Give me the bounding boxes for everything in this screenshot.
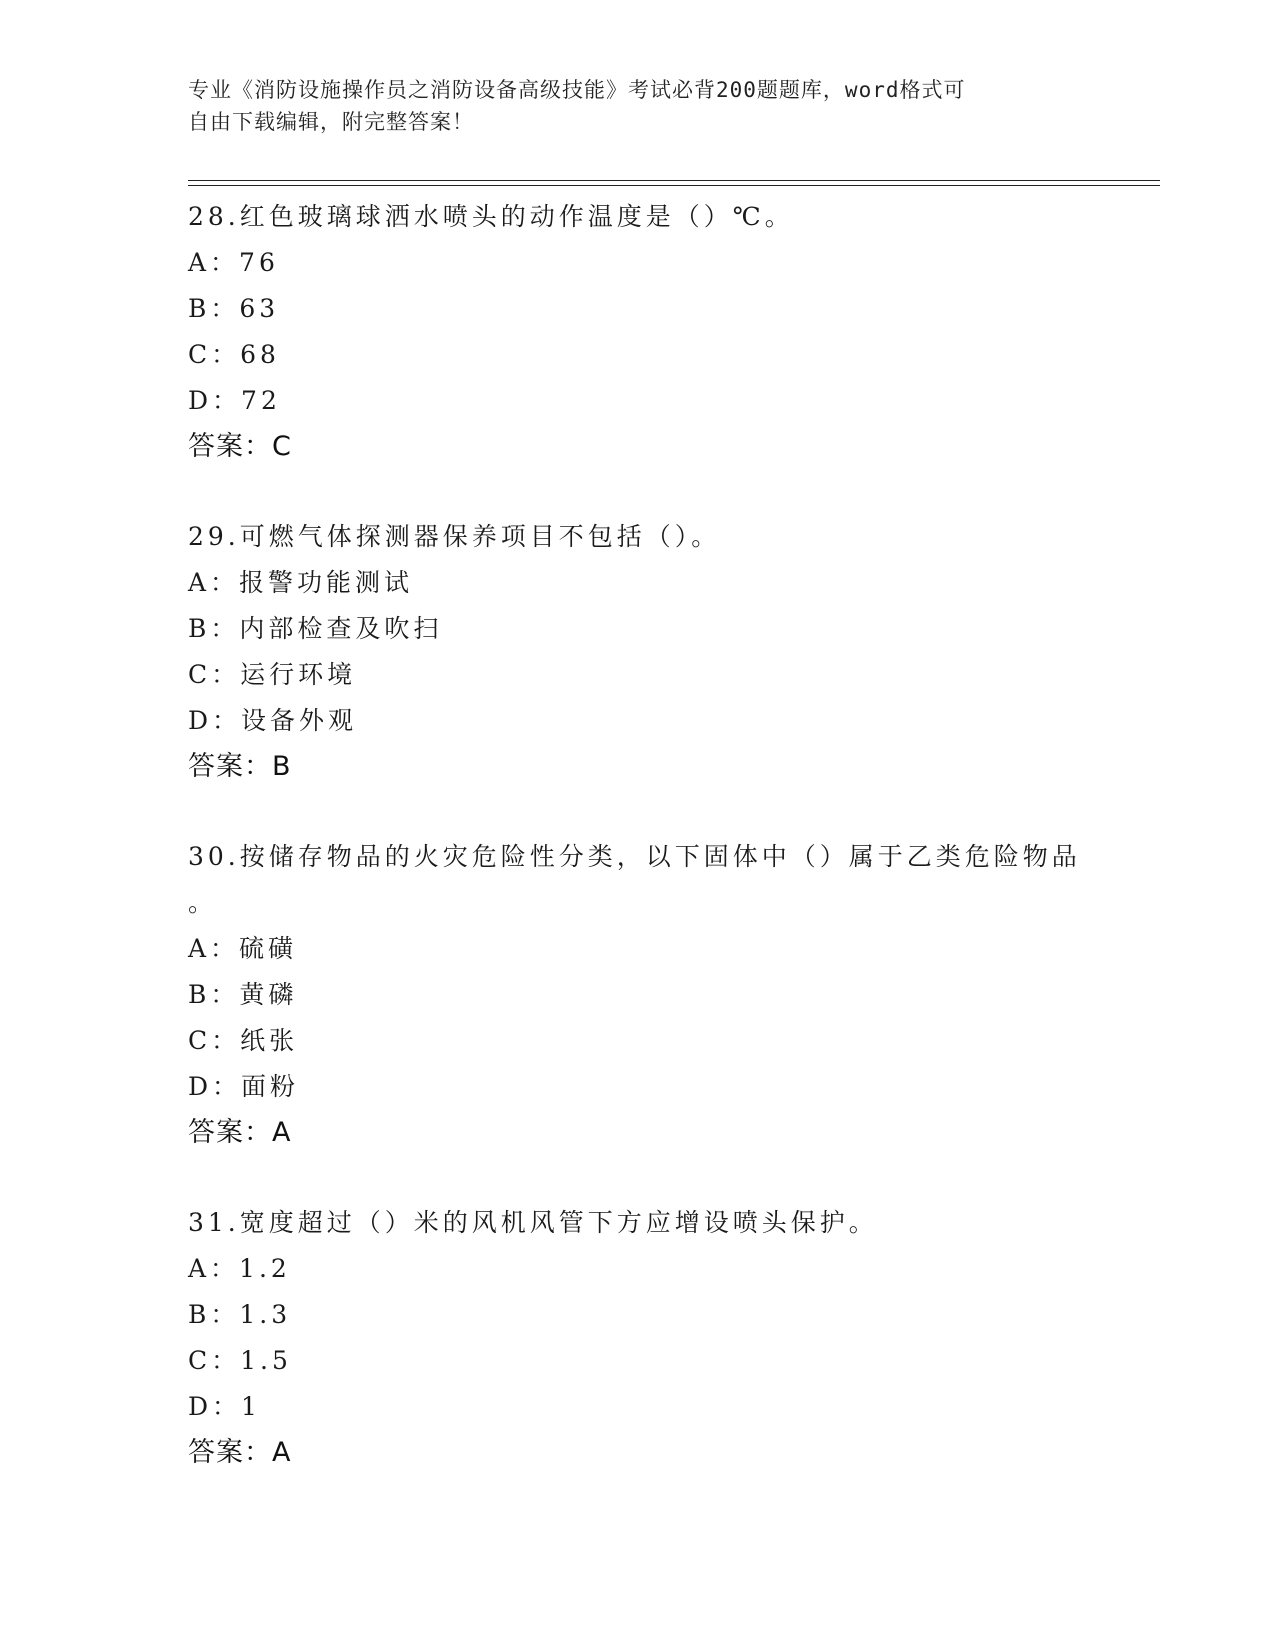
option-b: B：黄磷 [188, 980, 298, 1009]
question-stem: 30.按储存物品的火灾危险性分类，以下固体中（）属于乙类危险物品 [188, 842, 1081, 871]
question-text [188, 1200, 1148, 1246]
option-d: D：设备外观 [188, 706, 358, 735]
question-spacer [188, 790, 1148, 834]
answer: 答案：A [188, 1437, 292, 1468]
option-c: C：68 [188, 340, 280, 369]
question-text [188, 834, 1148, 926]
question-stem: 31.宽度超过（）米的风机风管下方应增设喷头保护。 [188, 1208, 878, 1237]
question-list [188, 194, 1148, 1476]
option-a: A：报警功能测试 [188, 568, 414, 597]
question-text [188, 514, 1148, 560]
question-spacer [188, 1156, 1148, 1200]
option-d: D：1 [188, 1392, 261, 1421]
option-b: B：63 [188, 294, 280, 323]
document-header [188, 74, 1088, 138]
question-28 [188, 194, 1148, 470]
question-spacer [188, 470, 1148, 514]
header-divider-top [188, 180, 1160, 181]
question-31 [188, 1200, 1148, 1476]
header-divider-bottom [188, 185, 1160, 186]
option-b: B：1.3 [188, 1300, 292, 1329]
option-c: C：纸张 [188, 1026, 299, 1055]
option-c: C：1.5 [188, 1346, 292, 1375]
answer: 答案：C [188, 431, 292, 462]
question-stem: 28.红色玻璃球洒水喷头的动作温度是（）℃。 [188, 202, 794, 231]
option-a: A：1.2 [188, 1254, 291, 1283]
header-line-1: 专业《消防设施操作员之消防设备高级技能》考试必背200题题库，word格式可 [188, 78, 966, 102]
option-b: B：内部检查及吹扫 [188, 614, 443, 643]
option-a: A：76 [188, 248, 279, 277]
option-d: D：72 [188, 386, 281, 415]
answer: 答案：A [188, 1117, 292, 1148]
question-29 [188, 514, 1148, 790]
header-line-2: 自由下载编辑，附完整答案！ [188, 110, 474, 134]
question-text [188, 194, 1148, 240]
question-stem: 29.可燃气体探测器保养项目不包括（）。 [188, 522, 721, 551]
answer: 答案：B [188, 751, 292, 782]
question-30 [188, 834, 1148, 1156]
option-d: D：面粉 [188, 1072, 300, 1101]
option-a: A：硫磺 [188, 934, 298, 963]
option-c: C：运行环境 [188, 660, 357, 689]
question-stem-continuation: 。 [188, 888, 218, 917]
